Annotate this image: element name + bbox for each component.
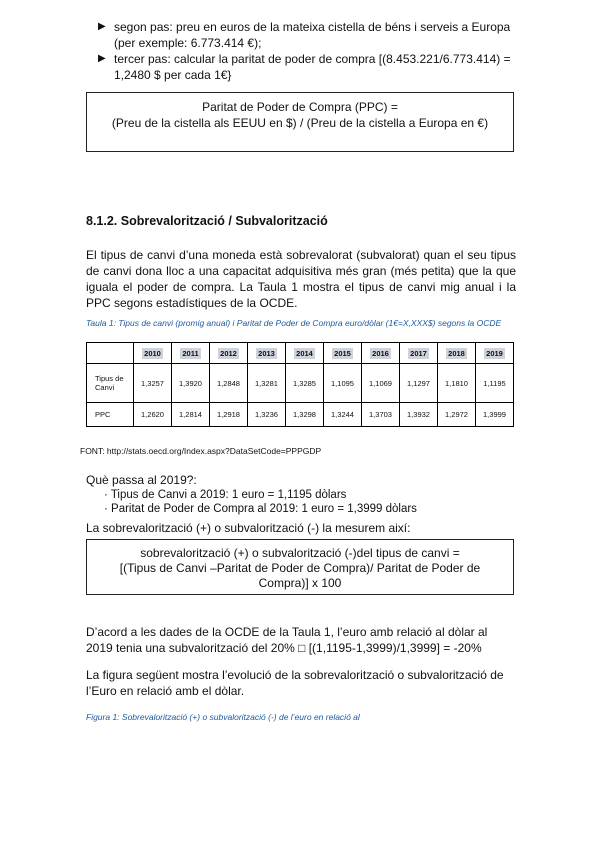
table-cell: 1,1195 [476, 364, 514, 403]
year-header: 2012 [210, 343, 248, 364]
triangle-bullet-icon: ▶ [98, 53, 106, 64]
conclusion-paragraph: D’acord a les dades de la OCDE de la Taula 1, l’euro amb relació al dòlar al 2019 tenia una subvalorització del 20% □ [(1,1195-1,3999)/1,3999] = -20% [86, 625, 488, 655]
table-cell: 1,3298 [286, 403, 324, 427]
formula-line2: [(Tipus de Canvi –Paritat de Poder de Compra)/ Paritat de Poder de Compra)] x 100 [119, 561, 481, 590]
table-cell: 1,1810 [438, 364, 476, 403]
year-header: 2018 [438, 343, 476, 364]
table-cell: 1,1069 [362, 364, 400, 403]
table-header-row [87, 343, 514, 364]
table-cell: 1,3920 [172, 364, 210, 403]
table-cell: 1,3236 [248, 403, 286, 427]
year-header: 2013 [248, 343, 286, 364]
table-cell: 1,3703 [362, 403, 400, 427]
table-cell: 1,2848 [210, 364, 248, 403]
table-cell: 1,3285 [286, 364, 324, 403]
triangle-bullet-icon: ▶ [98, 21, 106, 32]
table-row [87, 403, 514, 427]
table-corner-cell [87, 343, 134, 364]
table-cell: 1,3244 [324, 403, 362, 427]
year-header: 2016 [362, 343, 400, 364]
table-cell: 1,2972 [438, 403, 476, 427]
year-header: 2014 [286, 343, 324, 364]
year-header: 2019 [476, 343, 514, 364]
table-source: FONT: http://stats.oecd.org/Index.aspx?DataSetCode=PPPGDP [80, 446, 322, 456]
bullet-item [98, 51, 518, 83]
intro-paragraph: El tipus de canvi d’una moneda està sobrevalorat (subvalorat) quan el seu tipus de canvi dona lloc a una capacitat adquisitiva més gran (més petita) que la que iguala el poder de compra. La Taula 1 mostra el tipus de canvi mig anual i la PPC segons estadístiques de la OCDE. [86, 248, 516, 310]
section-heading: 8.1.2. Sobrevalorització / Subvalorització [86, 214, 328, 228]
exchange-rate-table [86, 342, 514, 427]
bullet-text: tercer pas: calcular la paritat de poder de compra [(8.453.221/6.773.414) = 1,2480 $ per cada 1€} [114, 52, 511, 82]
bullet-item [98, 19, 518, 51]
table-row [87, 364, 514, 403]
formula-line1: sobrevalorització (+) o subvalorització (-)del tipus de canvi = [140, 546, 460, 560]
row-label: PPC [87, 403, 134, 427]
ppc-formula-line2: (Preu de la cistella als EEUU en $) / (Preu de la cistella a Europa en €) [111, 116, 489, 130]
table-cell: 1,2918 [210, 403, 248, 427]
measure-intro: La sobrevalorització (+) o subvalorització (-) la mesurem així: [86, 521, 411, 535]
question-text: Què passa al 2019?: [86, 473, 197, 487]
list-item: · Paritat de Poder de Compra al 2019: 1 euro = 1,3999 dòlars [104, 503, 417, 515]
formula-box [86, 539, 514, 595]
table-cell: 1,1095 [324, 364, 362, 403]
list-item: · Tipus de Canvi a 2019: 1 euro = 1,1195 dòlars [104, 489, 347, 501]
figure-caption: Figura 1: Sobrevalorització (+) o subvalorització (-) de l’euro en relació al [86, 712, 360, 722]
year-header: 2017 [400, 343, 438, 364]
table-cell: 1,2620 [134, 403, 172, 427]
table-cell: 1,1297 [400, 364, 438, 403]
table-cell: 1,3257 [134, 364, 172, 403]
table-caption: Taula 1: Tipus de canvi (promig anual) i Paritat de Poder de Compra euro/dòlar (1€=X,XXX$) segons la OCDE [86, 318, 502, 328]
table-cell: 1,2814 [172, 403, 210, 427]
facts-list [104, 488, 417, 516]
year-header: 2011 [172, 343, 210, 364]
bullet-text: segon pas: preu en euros de la mateixa cistella de béns i serveis a Europa (per exemple: 6.773.414 €); [114, 20, 511, 50]
year-header: 2010 [134, 343, 172, 364]
figure-intro-paragraph: La figura següent mostra l’evolució de la sobrevalorització o subvalorització de l’Euro en relació amb el dòlar. [86, 668, 504, 698]
table-cell: 1,3281 [248, 364, 286, 403]
ppc-formula-line1: Paritat de Poder de Compra (PPC) = [202, 100, 398, 114]
table-cell: 1,3999 [476, 403, 514, 427]
row-label: Tipus de Canvi [87, 364, 134, 403]
table-cell: 1,3932 [400, 403, 438, 427]
year-header: 2015 [324, 343, 362, 364]
ppc-formula-box [86, 92, 514, 152]
